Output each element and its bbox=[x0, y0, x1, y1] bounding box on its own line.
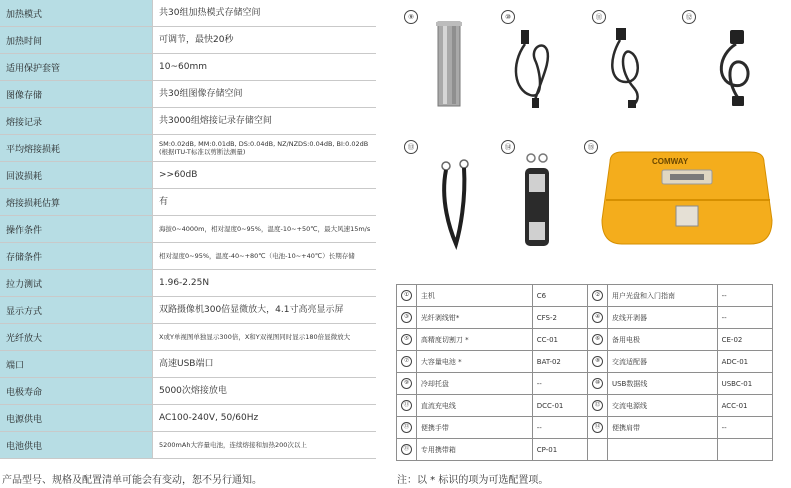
spec-row bbox=[0, 108, 376, 135]
spec-table bbox=[0, 0, 376, 459]
ac-power-cord-icon bbox=[688, 10, 768, 110]
spec-value: SM:0.02dB, MM:0.01dB, DS:0.04dB, NZ/NZDS:0.04dB, BI:0.02dB (根据ITU-T标准以剪断法测量) bbox=[153, 135, 377, 162]
item-name: 交流适配器 bbox=[607, 351, 717, 373]
spec-value: >>60dB bbox=[153, 162, 377, 189]
item-number-cell bbox=[588, 307, 608, 329]
spec-label: 电极寿命 bbox=[0, 378, 153, 405]
spec-label: 端口 bbox=[0, 351, 153, 378]
spec-label: 熔接损耗估算 bbox=[0, 189, 153, 216]
item-number-cell bbox=[397, 307, 417, 329]
item-number-cell bbox=[397, 373, 417, 395]
item-number-cell bbox=[397, 285, 417, 307]
item-name: 便携肩带 bbox=[607, 417, 717, 439]
spec-row bbox=[0, 162, 376, 189]
accessory-12 bbox=[685, 10, 768, 110]
item-name bbox=[607, 439, 717, 461]
spec-row bbox=[0, 189, 376, 216]
item-name: 主机 bbox=[416, 285, 532, 307]
spec-value: 可调节，最快20秒 bbox=[153, 27, 377, 54]
config-footnote: 注：以 * 标识的项为可选配置项。 bbox=[397, 475, 549, 486]
accessory-number: ⑩ bbox=[501, 10, 515, 24]
spec-value: X或Y单视图单独显示300倍，X和Y双视图同时显示180倍显微放大 bbox=[153, 324, 377, 351]
spec-row bbox=[0, 54, 376, 81]
spec-row bbox=[0, 351, 376, 378]
item-model: -- bbox=[717, 307, 772, 329]
item-name: 便携手带 bbox=[416, 417, 532, 439]
config-row bbox=[397, 439, 773, 461]
item-model: C6 bbox=[532, 285, 587, 307]
item-model: DCC-01 bbox=[532, 395, 587, 417]
spec-value: 有 bbox=[153, 189, 377, 216]
spec-value: 1.96-2.25N bbox=[153, 270, 377, 297]
item-name: 皮线开剥器 bbox=[607, 307, 717, 329]
spec-label: 操作条件 bbox=[0, 216, 153, 243]
item-name: 高精度切割刀 * bbox=[416, 329, 532, 351]
item-number: ⑥ bbox=[592, 334, 603, 345]
spec-value: 双路摄像机300倍显微放大，4.1寸高亮显示屏 bbox=[153, 297, 377, 324]
spec-footnote: 产品型号、规格及配置清单可能会有变动，恕不另行通知。 bbox=[2, 475, 262, 486]
spec-row bbox=[0, 0, 376, 27]
item-name: 大容量电池 * bbox=[416, 351, 532, 373]
spec-row bbox=[0, 297, 376, 324]
spec-label: 平均熔接损耗 bbox=[0, 135, 153, 162]
config-table bbox=[396, 284, 773, 461]
accessory-11 bbox=[595, 10, 658, 110]
item-number: ⑨ bbox=[401, 378, 412, 389]
item-model: CP-01 bbox=[532, 439, 587, 461]
config-row bbox=[397, 307, 773, 329]
accessory-number: ⑫ bbox=[682, 10, 696, 24]
spec-value: 5000次熔接放电 bbox=[153, 378, 377, 405]
item-name: 备用电极 bbox=[607, 329, 717, 351]
spec-row bbox=[0, 378, 376, 405]
item-name: 用户光盘和入门指南 bbox=[607, 285, 717, 307]
accessory-number: ⑮ bbox=[584, 140, 598, 154]
item-number: ① bbox=[401, 290, 412, 301]
dc-charging-cable-icon bbox=[598, 10, 658, 110]
item-number-cell bbox=[397, 351, 417, 373]
item-model: BAT-02 bbox=[532, 351, 587, 373]
spec-row bbox=[0, 243, 376, 270]
item-number: ⑮ bbox=[401, 444, 412, 455]
spec-value: 共30组图像存储空间 bbox=[153, 81, 377, 108]
accessory-15 bbox=[587, 140, 780, 250]
spec-row bbox=[0, 405, 376, 432]
accessory-number: ⑭ bbox=[501, 140, 515, 154]
spec-label: 拉力测试 bbox=[0, 270, 153, 297]
config-row bbox=[397, 417, 773, 439]
spec-value: AC100-240V, 50/60Hz bbox=[153, 405, 377, 432]
spec-value: 10~60mm bbox=[153, 54, 377, 81]
accessory-number: ⑪ bbox=[592, 10, 606, 24]
item-number-cell bbox=[588, 285, 608, 307]
accessory-13 bbox=[407, 140, 470, 250]
config-row bbox=[397, 351, 773, 373]
item-number-cell bbox=[397, 439, 417, 461]
spec-label: 加热模式 bbox=[0, 0, 153, 27]
item-number-cell bbox=[588, 329, 608, 351]
spec-row bbox=[0, 27, 376, 54]
item-number: ⑩ bbox=[592, 378, 603, 389]
spec-row bbox=[0, 135, 376, 162]
spec-label: 加热时间 bbox=[0, 27, 153, 54]
accessory-10 bbox=[505, 10, 565, 110]
spec-row bbox=[0, 270, 376, 297]
usb-cable-icon bbox=[505, 10, 565, 110]
item-number: ⑧ bbox=[592, 356, 603, 367]
case-brand-label: COMWAY bbox=[652, 157, 689, 166]
carrying-case-icon bbox=[590, 140, 780, 250]
item-model: CE-02 bbox=[717, 329, 772, 351]
item-number: ⑦ bbox=[401, 356, 412, 367]
spec-row bbox=[0, 432, 376, 459]
spec-label: 存储条件 bbox=[0, 243, 153, 270]
spec-label: 光纤放大 bbox=[0, 324, 153, 351]
item-model bbox=[717, 439, 772, 461]
spec-label: 图像存储 bbox=[0, 81, 153, 108]
item-number-cell bbox=[588, 439, 608, 461]
shoulder-strap-icon bbox=[505, 140, 565, 250]
item-model: -- bbox=[717, 285, 772, 307]
spec-row bbox=[0, 81, 376, 108]
spec-value: 高速USB端口 bbox=[153, 351, 377, 378]
item-number-cell bbox=[397, 329, 417, 351]
item-number-cell bbox=[588, 373, 608, 395]
config-row bbox=[397, 395, 773, 417]
item-name: 直流充电线 bbox=[416, 395, 532, 417]
spec-label: 回波损耗 bbox=[0, 162, 153, 189]
item-number-cell bbox=[397, 395, 417, 417]
item-model: CFS-2 bbox=[532, 307, 587, 329]
item-number: ⑬ bbox=[401, 422, 412, 433]
item-number-cell bbox=[588, 395, 608, 417]
accessory-9 bbox=[410, 10, 470, 110]
spec-value: 相对湿度0~95%，温度-40~+80℃（电池-10~+40℃）长期存储 bbox=[153, 243, 377, 270]
spec-value: 共30组加热模式存储空间 bbox=[153, 0, 377, 27]
config-row bbox=[397, 285, 773, 307]
item-name: 交流电源线 bbox=[607, 395, 717, 417]
item-model: ADC-01 bbox=[717, 351, 772, 373]
item-model: -- bbox=[717, 417, 772, 439]
config-row bbox=[397, 329, 773, 351]
accessory-14 bbox=[505, 140, 565, 250]
carry-strap-icon bbox=[410, 140, 470, 250]
item-name: USB数据线 bbox=[607, 373, 717, 395]
item-number: ④ bbox=[592, 312, 603, 323]
item-model: ACC-01 bbox=[717, 395, 772, 417]
item-number-cell bbox=[588, 351, 608, 373]
spec-value: 5200mAh大容量电池，连续熔接和加热200次以上 bbox=[153, 432, 377, 459]
spec-label: 电池供电 bbox=[0, 432, 153, 459]
item-number-cell bbox=[588, 417, 608, 439]
item-number: ⑪ bbox=[401, 400, 412, 411]
item-number: ⑫ bbox=[592, 400, 603, 411]
cooling-tray-icon bbox=[410, 10, 470, 110]
item-model: -- bbox=[532, 417, 587, 439]
spec-row bbox=[0, 324, 376, 351]
item-name: 光纤剥线钳* bbox=[416, 307, 532, 329]
spec-label: 适用保护套管 bbox=[0, 54, 153, 81]
item-number: ⑤ bbox=[401, 334, 412, 345]
item-number: ③ bbox=[401, 312, 412, 323]
item-number: ⑭ bbox=[592, 422, 603, 433]
spec-label: 电源供电 bbox=[0, 405, 153, 432]
spec-value: 共3000组熔接记录存储空间 bbox=[153, 108, 377, 135]
spec-row bbox=[0, 216, 376, 243]
spec-label: 显示方式 bbox=[0, 297, 153, 324]
spec-label: 熔接记录 bbox=[0, 108, 153, 135]
accessory-number: ⑨ bbox=[404, 10, 418, 24]
item-number: ② bbox=[592, 290, 603, 301]
config-row bbox=[397, 373, 773, 395]
item-name: 冷却托盘 bbox=[416, 373, 532, 395]
spec-value: 海拔0~4000m，相对湿度0~95%，温度-10~+50℃，最大风速15m/s bbox=[153, 216, 377, 243]
accessory-number: ⑬ bbox=[404, 140, 418, 154]
item-model: USBC-01 bbox=[717, 373, 772, 395]
item-number-cell bbox=[397, 417, 417, 439]
item-name: 专用携带箱 bbox=[416, 439, 532, 461]
item-model: -- bbox=[532, 373, 587, 395]
item-model: CC-01 bbox=[532, 329, 587, 351]
